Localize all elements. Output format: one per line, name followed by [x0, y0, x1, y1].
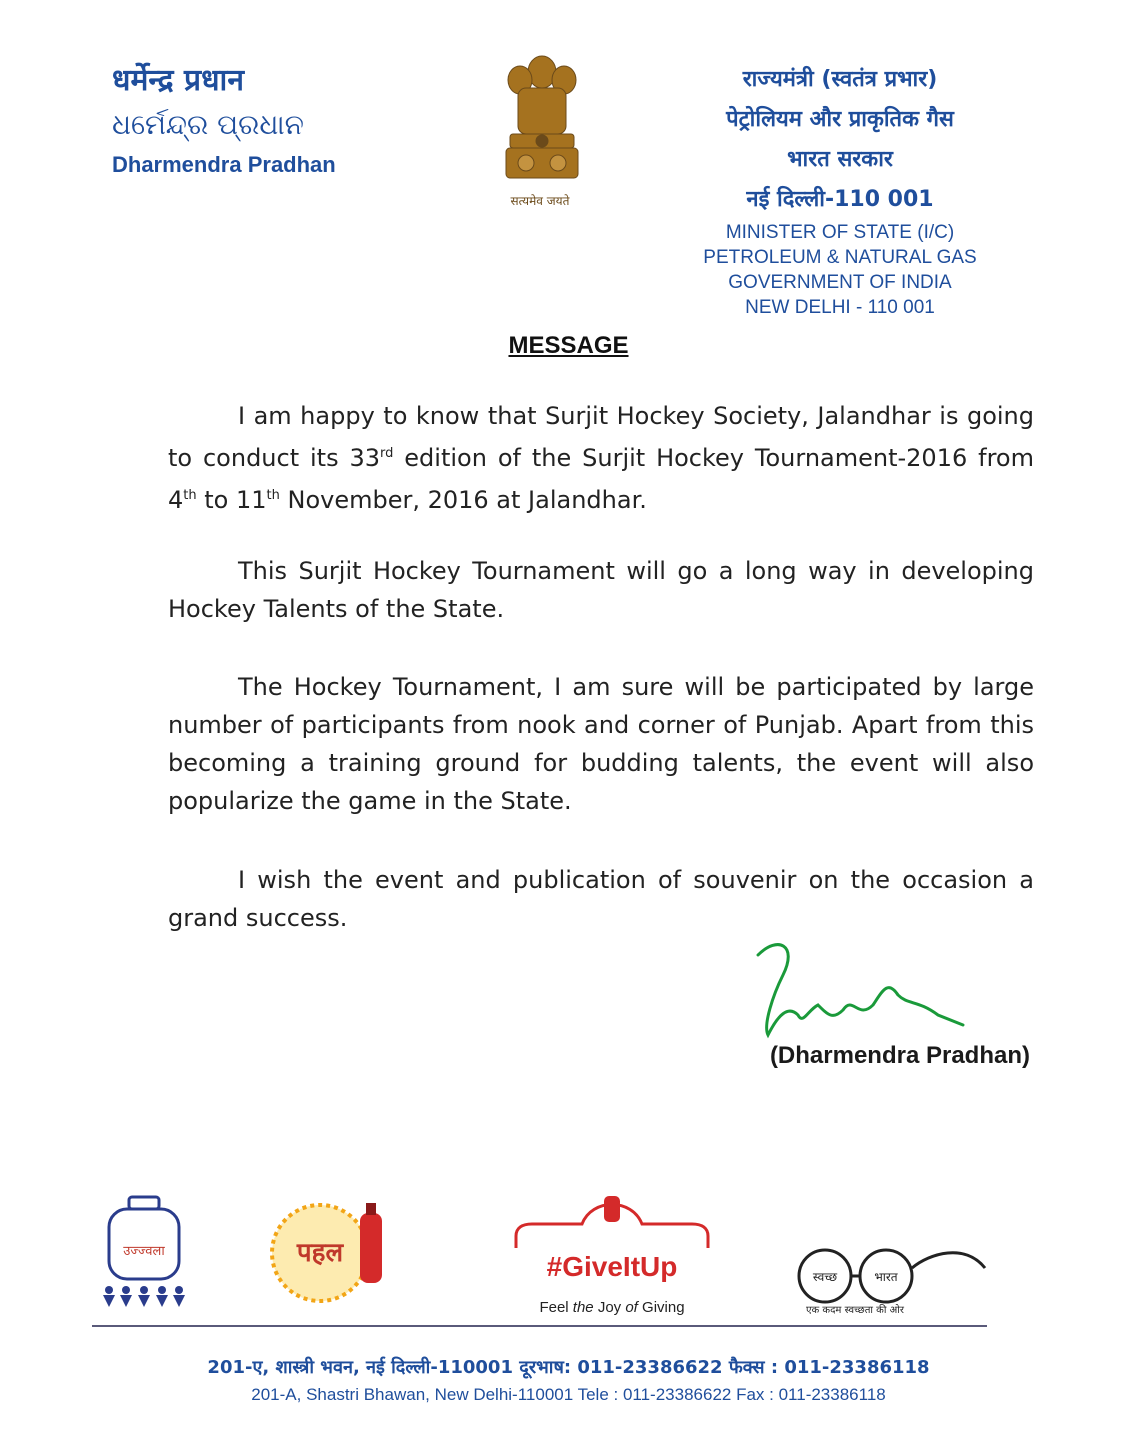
pahal-logo-icon — [262, 1195, 392, 1310]
designation-hindi — [640, 60, 1040, 220]
tag-d: of — [625, 1299, 638, 1316]
p1-text-b: edition of the Surjit Hockey Tournament-2016 from 4 — [168, 444, 1034, 514]
message-paragraph-2: This Surjit Hockey Tournament will go a long way in developing Hockey Talents of the State. — [168, 557, 1034, 623]
giveitup-tagline — [539, 1299, 684, 1316]
designation-english-line: NEW DELHI - 110 001 — [745, 297, 935, 318]
p1-sup-th1: th — [183, 488, 197, 503]
p1-text-d: November, 2016 at Jalandhar. — [279, 486, 647, 514]
ujjwala-logo-icon — [94, 1195, 194, 1310]
emblem-motto: सत्यमेव जयते — [510, 194, 570, 208]
name-odia: ଧର୍ମେନ୍ଦ୍ର ପ୍ରଧାନ — [112, 108, 304, 141]
national-emblem-icon — [492, 50, 592, 190]
signatory-name: (Dharmendra Pradhan) — [769, 1042, 1030, 1069]
tag-e: Giving — [637, 1299, 685, 1316]
p1-sup-rd: rd — [380, 446, 394, 461]
p1-text-a: I am happy to know that Surjit Hockey Society, Jalandhar is going to conduct its 33 — [168, 402, 1034, 472]
ujjwala-text: उज्ज्वला — [123, 1244, 165, 1259]
signature-icon — [738, 935, 978, 1055]
tag-a: Feel — [539, 1299, 573, 1316]
designation-hindi-line: पेट्रोलियम और प्राकृतिक गैस — [726, 107, 954, 132]
address-hindi: 201-ए, शास्त्री भवन, नई दिल्ली-110001 दूरभाष: 011-23386622 फैक्स : 011-23386118 — [207, 1357, 930, 1378]
giveitup-text: #GiveItUp — [546, 1251, 678, 1282]
swachh-left-text: स्वच्छ — [812, 1270, 838, 1284]
pahal-text: पहल — [296, 1238, 344, 1268]
tag-c: Joy — [593, 1299, 626, 1316]
message-paragraph-1 — [168, 397, 1034, 519]
giveitup-logo-icon — [512, 1188, 712, 1318]
swachh-bharat-logo-icon — [780, 1238, 995, 1318]
message-paragraph-4: I wish the event and publication of souvenir on the occasion a grand success. — [168, 866, 1034, 932]
swachh-tagline: एक कदम स्वच्छता की ओर — [806, 1305, 904, 1316]
message-paragraph-3: The Hockey Tournament, I am sure will be participated by large number of participants from nook and corner of Punjab. Apart from this becoming a training ground for budding talents, the event will also popularize the game in the State. — [168, 673, 1034, 815]
designation-english-line: MINISTER OF STATE (I/C) — [725, 222, 955, 243]
designation-hindi-line: भारत सरकार — [787, 147, 893, 172]
p1-text-c: to 11 — [196, 486, 267, 514]
designation-english — [640, 220, 1040, 320]
designation-hindi-line: राज्यमंत्री (स्वतंत्र प्रभार) — [742, 67, 938, 92]
p1-sup-th2: th — [266, 488, 280, 503]
address-english: 201-A, Shastri Bhawan, New Delhi-110001 Tele : 011-23386622 Fax : 011-23386118 — [251, 1385, 886, 1404]
name-hindi: धर्मेन्द्र प्रधान — [112, 63, 244, 98]
swachh-right-text: भारत — [874, 1270, 898, 1284]
designation-english-line: GOVERNMENT OF INDIA — [728, 272, 952, 293]
tag-b: the — [572, 1299, 594, 1316]
name-english: Dharmendra Pradhan — [112, 152, 336, 177]
designation-hindi-line: नई दिल्ली-110 001 — [746, 187, 934, 212]
footer-divider — [92, 1325, 987, 1327]
designation-english-line: PETROLEUM & NATURAL GAS — [703, 247, 977, 268]
message-heading: MESSAGE — [508, 332, 629, 359]
